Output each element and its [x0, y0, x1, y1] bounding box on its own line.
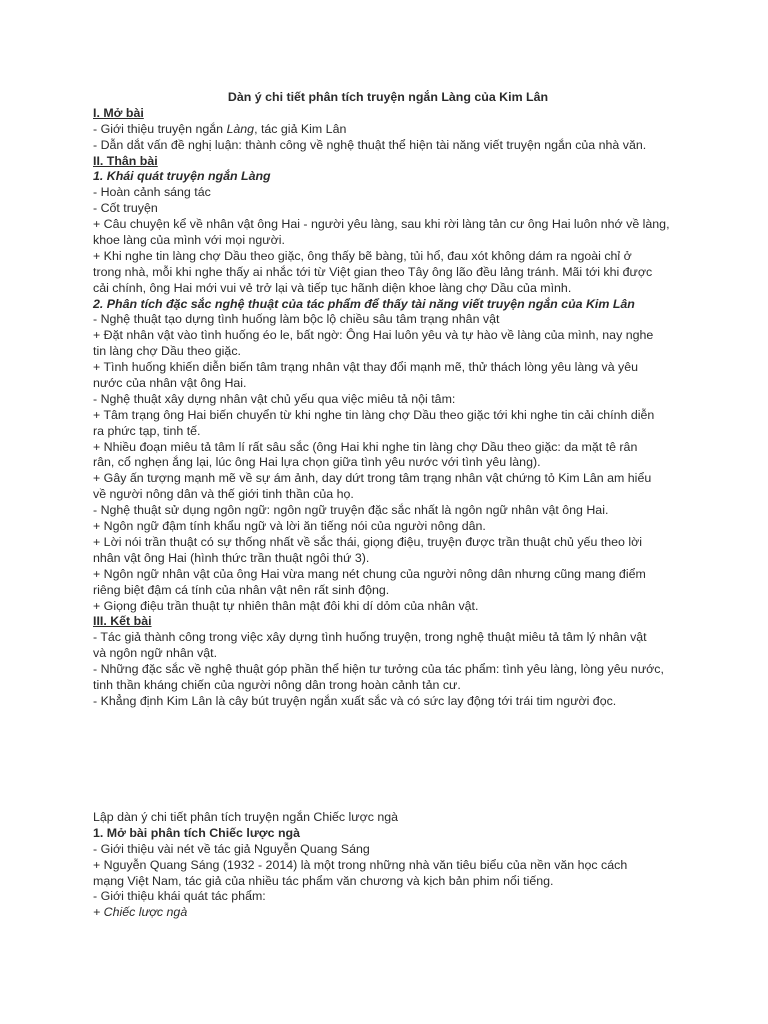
text-line: - Khẳng định Kim Lân là cây bút truyện ngắn xuất sắc và có sức lay động tới trái tim người đọc. — [93, 693, 617, 708]
text-line: - Nghệ thuật tạo dựng tình huống làm bộc lộ chiều sâu tâm trạng nhân vật — [93, 312, 500, 327]
text-line: + Khi nghe tin làng chợ Dầu theo giặc, ông thấy bẽ bàng, tủi hổ, đau xót không dám ra ngoài chỉ ở — [93, 248, 632, 263]
text-line: + Đặt nhân vật vào tình huống éo le, bất ngờ: Ông Hai luôn yêu và tự hào về làng của mình, nay nghe — [93, 328, 654, 343]
text-line: rân, cổ nghẹn ắng lại, lúc ông Hai lựa chọn giữa tình yêu nước với tình yêu làng). — [93, 455, 541, 470]
italic-work-title: Làng — [226, 121, 255, 136]
outline-chiec-luoc-nga — [93, 810, 683, 921]
section-heading: 1. Mở bài phân tích Chiếc lược ngà — [93, 825, 300, 840]
text-line: tinh thần kháng chiến của người nông dân trong hoàn cảnh tản cư. — [93, 677, 461, 692]
text-span: - Giới thiệu truyện ngắn — [93, 121, 227, 136]
text-line: mạng Việt Nam, tác giả của nhiều tác phẩm văn chương và kịch bản phim nổi tiếng. — [93, 873, 554, 888]
text-line — [93, 122, 683, 138]
section-heading-intro: I. Mở bài — [93, 105, 144, 120]
outline-lang — [93, 90, 683, 710]
text-line: nước của nhân vật ông Hai. — [93, 376, 247, 391]
text-line: và ngôn ngữ nhân vật. — [93, 646, 218, 661]
subsection-heading: 1. Khái quát truyện ngắn Làng — [93, 169, 271, 184]
text-line: + Ngôn ngữ nhân vật của ông Hai vừa mang nét chung của người nông dân nhưng cũng mang điểm — [93, 566, 646, 581]
text-line: + Nguyễn Quang Sáng (1932 - 2014) là một trong những nhà văn tiêu biểu của nền văn học cách — [93, 857, 628, 872]
text-line: - Giới thiệu vài nét về tác giả Nguyễn Quang Sáng — [93, 841, 370, 856]
text-line: + Gây ấn tượng mạnh mẽ về sự ám ảnh, day dứt trong tâm trạng nhân vật chứng tỏ Kim Lân am hiểu — [93, 471, 652, 486]
text-span: , tác giả Kim Lân — [254, 121, 347, 136]
text-line: + Chiếc lược ngà — [93, 905, 188, 920]
text-line: - Những đặc sắc về nghệ thuật góp phần thể hiện tư tưởng của tác phẩm: tình yêu làng, lòng yêu nước, — [93, 662, 664, 677]
text-line: ra phức tạp, tinh tế. — [93, 423, 201, 438]
text-line: về người nông dân và thế giới tinh thần của họ. — [93, 487, 354, 502]
subsection-heading: 2. Phân tích đặc sắc nghệ thuật của tác phẩm để thấy tài năng viết truyện ngắn của Kim Lân — [93, 296, 635, 311]
text-line: - Dẫn dắt vấn đề nghị luận: thành công về nghệ thuật thể hiện tài năng viết truyện ngắn của nhà văn. — [93, 137, 647, 152]
text-line: trong nhà, mỗi khi nghe thấy ai nhắc tới từ Việt gian theo Tây ông lão đều lảng tránh. Mãi tới khi được — [93, 264, 653, 279]
section-heading-body: II. Thân bài — [93, 153, 158, 168]
text-line: + Giọng điệu trần thuật tự nhiên thân mật đôi khi dí dỏm của nhân vật. — [93, 598, 479, 613]
text-line: tin làng chợ Dầu theo giặc. — [93, 344, 241, 359]
text-line: + Lời nói trần thuật có sự thống nhất về sắc thái, giọng điệu, truyện được trần thuật chủ yếu theo lời — [93, 534, 642, 549]
text-line: - Giới thiệu khái quát tác phẩm: — [93, 889, 266, 904]
text-line: nhân vật ông Hai (hình thức trần thuật ngôi thứ 3). — [93, 550, 370, 565]
text-line: - Cốt truyện — [93, 201, 158, 216]
text-line: + Nhiều đoạn miêu tả tâm lí rất sâu sắc (ông Hai khi nghe tin làng chợ Dầu theo giặc: da mặt tê rân — [93, 439, 638, 454]
text-line: - Hoàn cảnh sáng tác — [93, 185, 211, 200]
text-line: cải chính, ông Hai mới vui vẻ trở lại và tiếp tục hãnh diện khoe làng chợ Dầu của mình. — [93, 280, 572, 295]
document-title: Dàn ý chi tiết phân tích truyện ngắn Làng của Kim Lân — [227, 90, 549, 104]
text-line: + Tình huống khiến diễn biến tâm trạng nhân vật thay đổi mạnh mẽ, thử thách lòng yêu làng và yêu — [93, 360, 639, 375]
text-line: + Tâm trạng ông Hai biến chuyển từ khi nghe tin làng chợ Dầu theo giặc tới khi nghe tin cải chính diễn — [93, 407, 655, 422]
text-line: khoe làng của mình với mọi người. — [93, 233, 285, 248]
section-heading-conclusion: III. Kết bài — [93, 614, 152, 629]
text-line: riêng biệt đậm cá tính của nhân vật nên rất sinh động. — [93, 582, 390, 597]
text-line: - Tác giả thành công trong việc xây dựng tình huống truyện, trong nghệ thuật miêu tả tâm lý nhân vật — [93, 630, 647, 645]
document-title: Lập dàn ý chi tiết phân tích truyện ngắn Chiếc lược ngà — [93, 810, 399, 824]
text-line: - Nghệ thuật sử dụng ngôn ngữ: ngôn ngữ truyện đặc sắc nhất là ngôn ngữ nhân vật ông Hai. — [93, 503, 609, 518]
text-line: + Ngôn ngữ đậm tính khẩu ngữ và lời ăn tiếng nói của người nông dân. — [93, 519, 486, 534]
text-line: + Câu chuyện kể về nhân vật ông Hai - người yêu làng, sau khi rời làng tản cư ông Hai luôn nhớ về làng, — [93, 217, 670, 232]
text-line: - Nghệ thuật xây dựng nhân vật chủ yếu qua việc miêu tả nội tâm: — [93, 391, 456, 406]
